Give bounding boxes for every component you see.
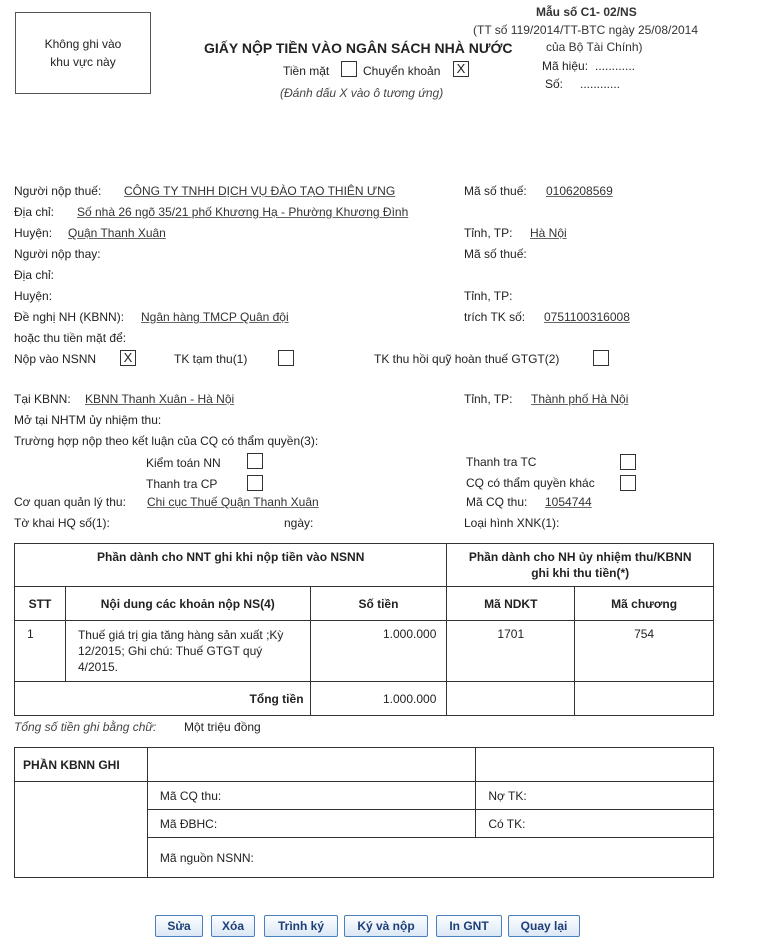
row-chuong: 754 xyxy=(575,621,714,682)
kbnn-province: Thành phố Hà Nội xyxy=(531,392,629,406)
transfer-checkbox[interactable]: X xyxy=(453,61,469,77)
col-chuong: Mã chương xyxy=(575,587,714,621)
nsnn-label: Nộp vào NSNN xyxy=(14,352,97,366)
agency-code-label: Mã CQ thu: xyxy=(466,495,528,509)
agency: Chi cục Thuế Quận Thanh Xuân xyxy=(147,495,319,509)
inspect-cp-label: Thanh tra CP xyxy=(146,477,218,491)
circular-ref: (TT số 119/2014/TT-BTC ngày 25/08/2014 xyxy=(473,23,699,37)
col-content: Nội dung các khoản nộp NS(4) xyxy=(65,587,310,621)
nsnn-checkbox[interactable]: X xyxy=(120,350,136,366)
edit-button[interactable]: Sửa xyxy=(155,915,203,937)
province-label: Tỉnh, TP: xyxy=(464,226,513,240)
nhtm-label: Mở tại NHTM ủy nhiệm thu: xyxy=(14,413,162,427)
kbnn-province-label: Tỉnh, TP: xyxy=(464,392,513,406)
col-ndkt: Mã NDKT xyxy=(447,587,575,621)
sign-and-submit-button[interactable]: Ký và nộp xyxy=(344,915,428,937)
case-label: Trường hợp nộp theo kết luận của CQ có thẩm quyền(3): xyxy=(14,434,319,448)
cash-label: Tiền mặt xyxy=(283,64,330,78)
refund-checkbox[interactable] xyxy=(593,350,609,366)
kbnn-credit-label: Có TK: xyxy=(476,810,714,838)
total-label: Tổng tiền xyxy=(15,682,311,716)
no-write-line1: Không ghi vào xyxy=(44,37,122,51)
no-write-area xyxy=(15,12,151,94)
mark-note: (Đánh dấu X vào ô tương ứng) xyxy=(280,86,444,100)
row-content: Thuế giá trị gia tăng hàng sản xuất ;Kỳ 12/2015; Ghi chú: Thuế GTGT quý 4/2015. xyxy=(65,621,310,682)
payer-name: CÔNG TY TNHH DỊCH VỤ ĐÀO TẠO THIÊN ƯNG xyxy=(124,184,396,198)
substitute-district-label: Huyện: xyxy=(14,289,53,303)
district-label: Huyện: xyxy=(14,226,53,240)
substitute-address-label: Địa chỉ: xyxy=(14,268,55,282)
trade-type-label: Loại hình XNK(1): xyxy=(464,516,560,530)
inspect-tc-label: Thanh tra TC xyxy=(466,455,537,469)
no-write-line2: khu vực này xyxy=(50,55,116,69)
substitute-tax-code-label: Mã số thuế: xyxy=(464,247,527,261)
table-row xyxy=(15,621,714,682)
bank-request-label: Đề nghị NH (KBNN): xyxy=(14,310,125,324)
province: Hà Nội xyxy=(530,226,567,240)
total-ndkt-empty xyxy=(447,682,575,716)
agency-label: Cơ quan quản lý thu: xyxy=(14,495,126,509)
total-amount: 1.000.000 xyxy=(310,682,447,716)
words-value: Một triệu đồng xyxy=(184,720,261,734)
ministry-ref: của Bộ Tài Chính) xyxy=(546,40,643,54)
submit-for-sign-button[interactable]: Trình ký xyxy=(264,915,338,937)
substitute-province-label: Tỉnh, TP: xyxy=(464,289,513,303)
inspect-cp-checkbox[interactable] xyxy=(247,475,263,491)
page-title: GIẤY NỘP TIỀN VÀO NGÂN SÁCH NHÀ NƯỚC xyxy=(204,40,513,56)
customs-label: Tờ khai HQ số(1): xyxy=(14,516,110,530)
kbnn-debit-label: Nợ TK: xyxy=(476,782,714,810)
right-header: Phần dành cho NH ủy nhiệm thu/KBNN ghi khi thu tiền(*) xyxy=(447,544,714,587)
row-amount: 1.000.000 xyxy=(310,621,447,682)
address-label: Địa chỉ: xyxy=(14,205,55,219)
district: Quận Thanh Xuân xyxy=(68,226,166,240)
back-button[interactable]: Quay lại xyxy=(508,915,580,937)
transfer-label: Chuyển khoản xyxy=(363,64,441,78)
tax-code-label: Mã số thuế: xyxy=(464,184,527,198)
kbnn-label: Tại KBNN: xyxy=(14,392,71,406)
customs-date-label: ngày: xyxy=(284,516,314,530)
tax-code: 0106208569 xyxy=(546,184,613,198)
kbnn-table xyxy=(14,747,714,878)
audit-checkbox[interactable] xyxy=(247,453,263,469)
form-number: Mẫu số C1- 02/NS xyxy=(536,5,637,19)
col-stt: STT xyxy=(15,587,66,621)
print-button[interactable]: In GNT xyxy=(436,915,502,937)
temp-account-label: TK tạm thu(1) xyxy=(174,352,248,366)
kbnn-blank-left xyxy=(15,782,148,878)
temp-account-checkbox[interactable] xyxy=(278,350,294,366)
cash-collect-label: hoặc thu tiền mặt để: xyxy=(14,331,127,345)
inspect-tc-checkbox[interactable] xyxy=(620,454,636,470)
words-label: Tổng số tiền ghi bằng chữ: xyxy=(14,720,157,734)
row-ndkt: 1701 xyxy=(447,621,575,682)
bank-request: Ngân hàng TMCP Quân đội xyxy=(141,310,289,324)
other-authority-checkbox[interactable] xyxy=(620,475,636,491)
col-amount: Số tiền xyxy=(310,587,447,621)
audit-label: Kiểm toán NN xyxy=(146,456,221,470)
kbnn-section-title: PHẦN KBNN GHI xyxy=(15,748,148,782)
delete-button[interactable]: Xóa xyxy=(211,915,255,937)
kbnn-blank-2 xyxy=(476,748,714,782)
kbnn-dbhc-label: Mã ĐBHC: xyxy=(147,810,476,838)
agency-code: 1054744 xyxy=(545,495,592,509)
refund-label: TK thu hồi quỹ hoàn thuế GTGT(2) xyxy=(374,352,560,366)
left-header: Phần dành cho NNT ghi khi nộp tiền vào NSNN xyxy=(15,544,447,587)
payer-name-label: Người nộp thuế: xyxy=(14,184,102,198)
code-dots: ............ xyxy=(595,59,636,73)
payment-table xyxy=(14,543,714,716)
total-chuong-empty xyxy=(575,682,714,716)
kbnn-cq-label: Mã CQ thu: xyxy=(147,782,476,810)
row-stt: 1 xyxy=(15,621,66,682)
code-label: Mã hiệu: xyxy=(542,59,589,73)
kbnn-source-label: Mã nguồn NSNN: xyxy=(147,838,713,878)
kbnn-blank-1 xyxy=(147,748,476,782)
account-number: 0751100316008 xyxy=(544,310,630,324)
account-label: trích TK số: xyxy=(464,310,526,324)
cash-checkbox[interactable] xyxy=(341,61,357,77)
number-label: Số: xyxy=(545,77,564,91)
kbnn-value: KBNN Thanh Xuân - Hà Nội xyxy=(85,392,235,406)
substitute-name-label: Người nộp thay: xyxy=(14,247,101,261)
other-authority-label: CQ có thẩm quyền khác xyxy=(466,476,595,490)
address: Số nhà 26 ngõ 35/21 phố Khương Hạ - Phường Khương Đình xyxy=(77,205,409,219)
number-dots: ............ xyxy=(580,77,621,91)
